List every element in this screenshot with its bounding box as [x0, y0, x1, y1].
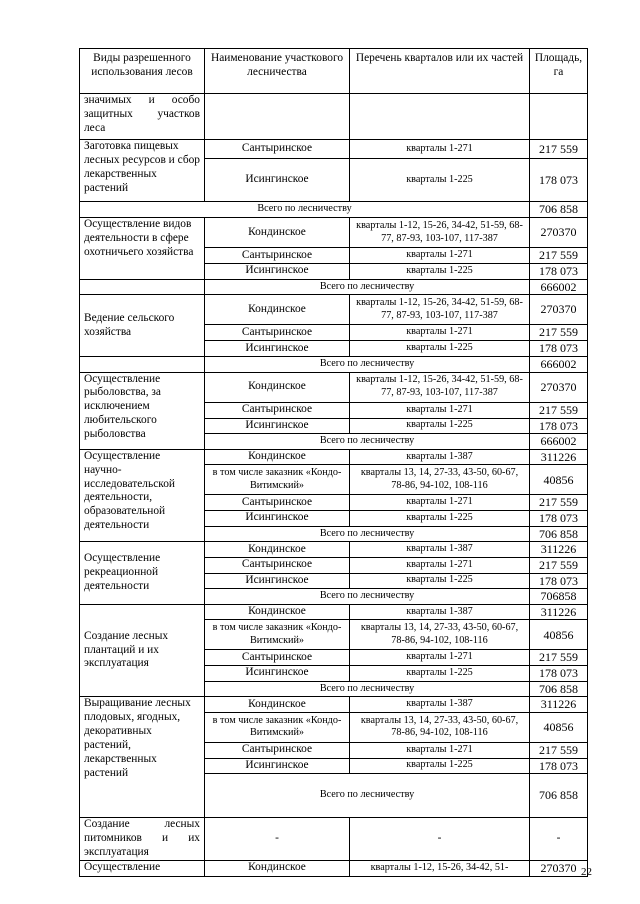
forestry-cell: - — [205, 818, 350, 861]
quarters-cell: кварталы 1-271 — [350, 742, 530, 758]
forestry-cell: в том числе заказник «Кондо-Витимский» — [205, 465, 350, 495]
quarters-cell: кварталы 1-225 — [350, 573, 530, 589]
area-cell: 217 559 — [530, 325, 588, 341]
area-cell: 40856 — [530, 620, 588, 650]
total-row — [80, 202, 588, 218]
area-cell: 178 073 — [530, 666, 588, 682]
quarters-cell: кварталы 1-12, 15-26, 34-42, 51- — [350, 860, 530, 876]
use-type-cell: Осуществление рыболовства, за исключением любительского рыболовства — [80, 372, 205, 449]
total-label: Всего по лесничеству — [205, 434, 530, 450]
total-area: 706858 — [530, 589, 588, 605]
total-row — [80, 279, 588, 295]
area-cell: 178 073 — [530, 159, 588, 202]
quarters-cell: кварталы 13, 14, 27-33, 43-50, 60-67, 78-86, 94-102, 108-116 — [350, 465, 530, 495]
table-header-row — [80, 49, 588, 94]
empty-cell — [205, 94, 350, 140]
forestry-cell: Кондинское — [205, 860, 350, 876]
forestry-cell: в том числе заказник «Кондо-Витимский» — [205, 620, 350, 650]
forestry-cell: Сантыринское — [205, 140, 350, 159]
forestry-cell: Сантыринское — [205, 650, 350, 666]
table-row — [80, 697, 588, 713]
forestry-cell: Сантыринское — [205, 495, 350, 511]
use-type-cell: Осуществление видов деятельности в сфере охотничьего хозяйства — [80, 218, 205, 280]
use-type-cell: Ведение сельского хозяйства — [80, 295, 205, 357]
total-label: Всего по лесничеству — [205, 526, 530, 542]
total-label: Всего по лесничеству — [80, 202, 530, 218]
quarters-cell: кварталы 1-271 — [350, 495, 530, 511]
quarters-cell: кварталы 1-271 — [350, 140, 530, 159]
header-area: Площадь, га — [530, 49, 588, 94]
area-cell: 270370 — [530, 295, 588, 325]
table-row — [80, 372, 588, 402]
use-type-cell: Создание лесных питомников и их эксплуатация — [80, 818, 205, 861]
quarters-cell: кварталы 1-12, 15-26, 34-42, 51-59, 68-77, 87-93, 103-107, 117-387 — [350, 372, 530, 402]
table-row — [80, 218, 588, 248]
forestry-cell: Исингинское — [205, 666, 350, 682]
area-cell: 178 073 — [530, 573, 588, 589]
table-row — [80, 860, 588, 876]
quarters-cell: кварталы 1-225 — [350, 264, 530, 280]
total-area: 706 858 — [530, 202, 588, 218]
area-cell: 178 073 — [530, 758, 588, 774]
area-cell: 311226 — [530, 604, 588, 620]
area-cell: 217 559 — [530, 495, 588, 511]
area-cell: 40856 — [530, 465, 588, 495]
area-cell: 40856 — [530, 712, 588, 742]
total-area: 666002 — [530, 279, 588, 295]
header-forestry: Наименование участкового лесничества — [205, 49, 350, 94]
total-area: 706 858 — [530, 526, 588, 542]
quarters-cell: кварталы 1-225 — [350, 418, 530, 434]
quarters-cell: кварталы 1-225 — [350, 341, 530, 357]
forestry-cell: Кондинское — [205, 218, 350, 248]
area-cell: 217 559 — [530, 650, 588, 666]
area-cell: 178 073 — [530, 511, 588, 527]
table-row — [80, 140, 588, 159]
quarters-cell: кварталы 1-225 — [350, 159, 530, 202]
area-cell: 311226 — [530, 697, 588, 713]
quarters-cell: кварталы 1-225 — [350, 511, 530, 527]
forestry-cell: Исингинское — [205, 159, 350, 202]
forestry-cell: Кондинское — [205, 372, 350, 402]
use-type-cell: Осуществление научно-исследовательской деятельности, образовательной деятельности — [80, 449, 205, 542]
forest-use-table — [79, 48, 588, 877]
forestry-cell: Исингинское — [205, 511, 350, 527]
quarters-cell: - — [350, 818, 530, 861]
area-cell: 311226 — [530, 449, 588, 465]
use-type-cell: Осуществление — [80, 860, 205, 876]
total-label: Всего по лесничеству — [205, 774, 530, 818]
area-cell: 217 559 — [530, 140, 588, 159]
forestry-cell: Сантыринское — [205, 557, 350, 573]
forestry-cell: Исингинское — [205, 264, 350, 280]
total-area: 666002 — [530, 434, 588, 450]
quarters-cell: кварталы 1-387 — [350, 449, 530, 465]
quarters-cell: кварталы 13, 14, 27-33, 43-50, 60-67, 78-86, 94-102, 108-116 — [350, 712, 530, 742]
table-row — [80, 818, 588, 861]
use-type-cell: Заготовка пищевых лесных ресурсов и сбор лекарственных растений — [80, 140, 205, 202]
area-cell: 217 559 — [530, 248, 588, 264]
total-label: Всего по лесничеству — [205, 681, 530, 697]
table-row — [80, 94, 588, 140]
table-row — [80, 604, 588, 620]
quarters-cell: кварталы 1-387 — [350, 604, 530, 620]
forestry-cell: Кондинское — [205, 449, 350, 465]
forestry-cell: Исингинское — [205, 341, 350, 357]
use-type-cell: Создание лесных плантаций и их эксплуатация — [80, 604, 205, 697]
area-cell: - — [530, 818, 588, 861]
forestry-cell: в том числе заказник «Кондо-Витимский» — [205, 712, 350, 742]
use-type-cell: Выращивание лесных плодовых, ягодных, декоративных растений, лекарственных растений — [80, 697, 205, 818]
total-area: 706 858 — [530, 681, 588, 697]
area-cell: 270370 — [530, 372, 588, 402]
area-cell: 178 073 — [530, 341, 588, 357]
table-row — [80, 295, 588, 325]
table-row — [80, 449, 588, 465]
quarters-cell: кварталы 1-387 — [350, 542, 530, 558]
forestry-cell: Кондинское — [205, 697, 350, 713]
forestry-cell: Исингинское — [205, 418, 350, 434]
quarters-cell: кварталы 1-225 — [350, 758, 530, 774]
quarters-cell: кварталы 1-271 — [350, 325, 530, 341]
use-type-cell: Осуществление рекреационной деятельности — [80, 542, 205, 605]
quarters-cell: кварталы 1-271 — [350, 402, 530, 418]
total-label: Всего по лесничеству — [205, 279, 530, 295]
quarters-cell: кварталы 1-387 — [350, 697, 530, 713]
forestry-cell: Кондинское — [205, 604, 350, 620]
total-label: Всего по лесничеству — [205, 589, 530, 605]
area-cell: 178 073 — [530, 418, 588, 434]
forestry-cell: Сантыринское — [205, 742, 350, 758]
quarters-cell: кварталы 1-225 — [350, 666, 530, 682]
forestry-cell: Исингинское — [205, 573, 350, 589]
page-number: 22 — [581, 866, 592, 878]
total-area: 666002 — [530, 356, 588, 372]
area-cell: 217 559 — [530, 557, 588, 573]
forestry-cell: Кондинское — [205, 542, 350, 558]
header-use-type: Виды разрешенного использования лесов — [80, 49, 205, 94]
quarters-cell: кварталы 1-271 — [350, 248, 530, 264]
forestry-cell: Сантыринское — [205, 325, 350, 341]
total-label: Всего по лесничеству — [205, 356, 530, 372]
area-cell: 270370 — [530, 218, 588, 248]
area-cell: 217 559 — [530, 742, 588, 758]
header-quarters: Перечень кварталов или их частей — [350, 49, 530, 94]
forestry-cell: Кондинское — [205, 295, 350, 325]
area-cell: 178 073 — [530, 264, 588, 280]
table-row — [80, 542, 588, 558]
area-cell: 270370 — [530, 860, 588, 876]
area-cell: 217 559 — [530, 402, 588, 418]
empty-cell — [80, 279, 205, 295]
forestry-cell: Исингинское — [205, 758, 350, 774]
quarters-cell: кварталы 1-12, 15-26, 34-42, 51-59, 68-77, 87-93, 103-107, 117-387 — [350, 295, 530, 325]
area-cell: 311226 — [530, 542, 588, 558]
quarters-cell: кварталы 1-271 — [350, 650, 530, 666]
forestry-cell: Сантыринское — [205, 402, 350, 418]
total-row — [80, 356, 588, 372]
empty-cell — [530, 94, 588, 140]
use-type-cell: значимых и особо защитных участков леса — [80, 94, 205, 140]
empty-cell — [80, 356, 205, 372]
quarters-cell: кварталы 13, 14, 27-33, 43-50, 60-67, 78-86, 94-102, 108-116 — [350, 620, 530, 650]
quarters-cell: кварталы 1-271 — [350, 557, 530, 573]
quarters-cell: кварталы 1-12, 15-26, 34-42, 51-59, 68-77, 87-93, 103-107, 117-387 — [350, 218, 530, 248]
total-area: 706 858 — [530, 774, 588, 818]
forestry-cell: Сантыринское — [205, 248, 350, 264]
empty-cell — [350, 94, 530, 140]
